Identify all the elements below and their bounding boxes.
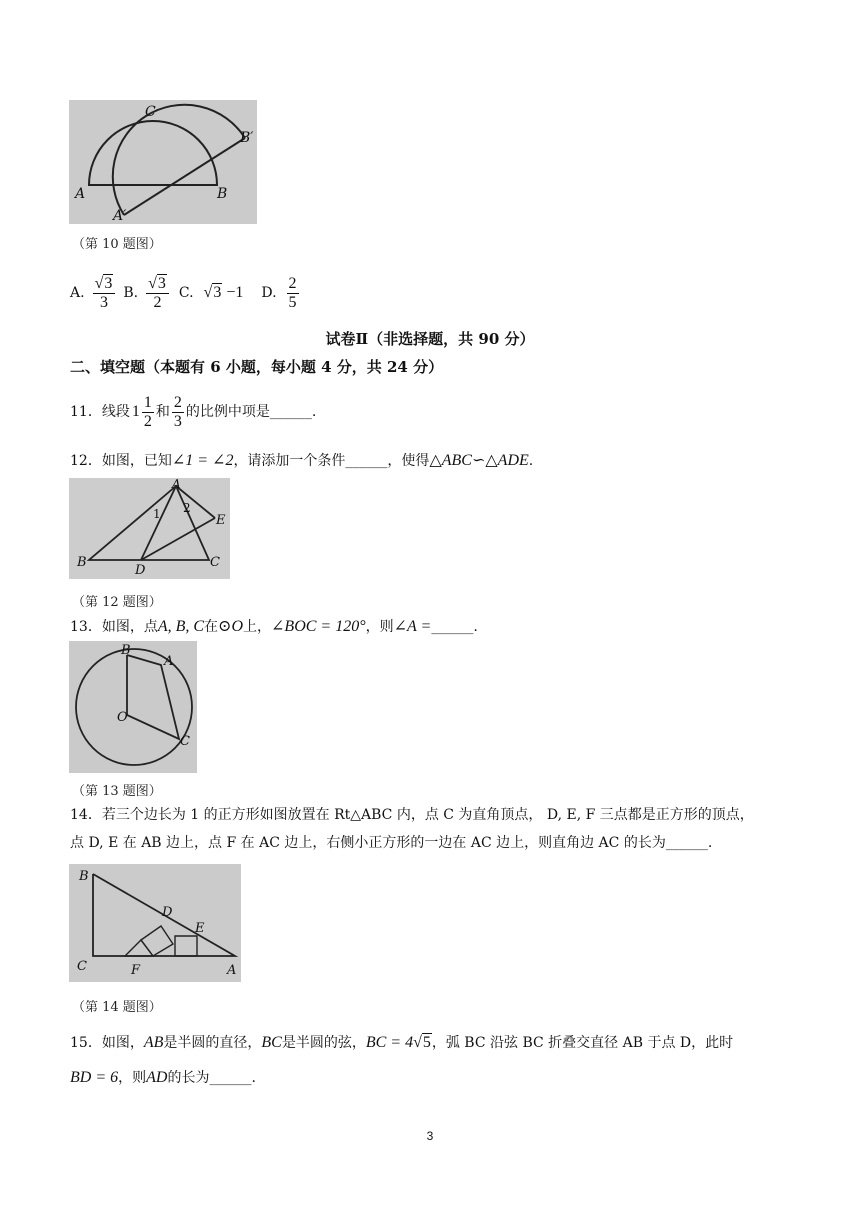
q12-math-b: △ABC∽△ADE bbox=[429, 452, 529, 469]
fig12-label-E: E bbox=[216, 513, 226, 528]
option-d-denominator: 5 bbox=[288, 293, 297, 311]
option-a-radicand: 3 bbox=[104, 274, 113, 292]
q12-text-c: . bbox=[528, 453, 534, 469]
q11-suffix: 的比例中项是______. bbox=[185, 404, 317, 420]
fig12-label-angle2: 2 bbox=[183, 501, 191, 515]
q13-math-c: ∠BOC = 120° bbox=[271, 618, 366, 635]
q11-whole: 1 bbox=[131, 403, 140, 420]
option-d-label: D. bbox=[261, 285, 277, 301]
option-d-fraction bbox=[287, 275, 299, 312]
figure-13-caption: （第 13 题图） bbox=[72, 784, 162, 799]
page-number: 3 bbox=[426, 1129, 434, 1143]
q12-math-a: ∠1 = ∠2 bbox=[171, 452, 234, 469]
question-15-line-2 bbox=[70, 1068, 256, 1088]
fig10-label-Aprime: A′ bbox=[113, 208, 127, 224]
figure-10-diagram bbox=[69, 100, 257, 224]
figure-14-diagram bbox=[69, 864, 241, 982]
option-a-denominator: 3 bbox=[99, 293, 108, 311]
q13-text-a: 13．如图，点 bbox=[70, 619, 158, 635]
figure-14-photo bbox=[69, 864, 241, 982]
fig13-label-B: B bbox=[121, 643, 131, 658]
fig12-label-C: C bbox=[210, 555, 220, 570]
q13-text-d: ，则 bbox=[365, 619, 394, 635]
fig12-label-A: A bbox=[172, 478, 181, 491]
q15-text-end: 的长为______. bbox=[167, 1070, 256, 1086]
option-a-fraction: $\frac{√3}{3}$ bbox=[93, 275, 116, 312]
fig12-label-D: D bbox=[135, 563, 146, 578]
question-14-line-1: 14．若三个边长为 1 的正方形如图放置在 Rt△ABC 内，点 C 为直角顶点， D, E, F 三点都是正方形的顶点， bbox=[70, 807, 754, 823]
figure-13-photo bbox=[69, 641, 197, 773]
option-c-radicand: 3 bbox=[213, 284, 222, 301]
q15-radicand: 5 bbox=[422, 1034, 431, 1051]
fig14-label-D: D bbox=[162, 905, 173, 920]
fig14-label-B: B bbox=[79, 869, 89, 884]
q11-fraction-1 bbox=[142, 394, 154, 431]
q15-text-e: 是半圆的弦， bbox=[281, 1035, 366, 1051]
q15-text-g: ，弧 BC 沿弦 BC 折叠交直径 AB 于点 D，此时 bbox=[431, 1035, 734, 1051]
q15-math-ad: AD bbox=[146, 1069, 168, 1086]
fig14-label-E: E bbox=[195, 921, 205, 936]
question-11 bbox=[70, 390, 316, 434]
fig13-label-A: A bbox=[164, 654, 174, 669]
q11-fraction-2 bbox=[172, 394, 184, 431]
figure-12-caption: （第 12 题图） bbox=[72, 595, 162, 610]
fig10-label-Bprime: B′ bbox=[240, 130, 254, 146]
section-2-title: 试卷Ⅱ（非选择题，共 90 分） bbox=[325, 330, 535, 348]
option-d-numerator: 2 bbox=[288, 274, 297, 292]
q13-math-b: ⊙O bbox=[218, 618, 244, 635]
q13-math-a: A, B, C bbox=[157, 618, 205, 635]
option-b-label: B. bbox=[123, 285, 139, 301]
q13-math-d: ∠A = bbox=[393, 618, 432, 635]
fig14-label-F: F bbox=[131, 963, 141, 978]
question-15-line-1: 15．如图，AB是半圆的直径，BC是半圆的弦，BC = 4√5，弧 BC 沿弦 BC 折叠交直径 AB 于点 D，此时 bbox=[70, 1034, 734, 1051]
q11-f2-numerator: 2 bbox=[173, 393, 182, 411]
question-13 bbox=[70, 617, 478, 637]
option-a-label: A. bbox=[70, 285, 85, 301]
q12-text-b: ，请添加一个条件______，使得 bbox=[233, 453, 430, 469]
fig13-label-C: C bbox=[180, 734, 190, 749]
option-c-label: C. bbox=[178, 285, 194, 301]
q13-text-e: ______. bbox=[431, 619, 478, 635]
figure-12-photo bbox=[69, 478, 230, 579]
option-c-rest: −1 bbox=[226, 284, 244, 301]
fig12-label-angle1: 1 bbox=[153, 507, 161, 521]
fig14-label-A: A bbox=[227, 963, 237, 978]
figure-10-caption: （第 10 题图） bbox=[72, 237, 162, 252]
q15-math-bd: BD = 6 bbox=[70, 1069, 119, 1086]
option-c-value: √3 −1 bbox=[203, 284, 244, 301]
q15-math-bc: BC bbox=[261, 1034, 282, 1051]
q11-f1-denominator: 2 bbox=[143, 412, 152, 430]
q11-prefix: 11．线段 bbox=[70, 404, 130, 420]
q15-math-bc-value: BC = 4 bbox=[365, 1034, 414, 1051]
fig10-label-A: A bbox=[75, 186, 86, 202]
question-12 bbox=[70, 451, 533, 471]
fig10-label-B: B bbox=[217, 186, 228, 202]
q13-text-c: 上， bbox=[243, 619, 272, 635]
question-14-line-2: 点 D, E 在 AB 边上，点 F 在 AC 边上，右侧小正方形的一边在 AC 边上，则直角边 AC 的长为______. bbox=[70, 835, 713, 851]
q11-mid: 和 bbox=[155, 404, 170, 420]
q11-f2-denominator: 3 bbox=[173, 412, 182, 430]
option-b-fraction: $\frac{√3}{2}$ bbox=[146, 275, 169, 312]
fig10-label-C: C bbox=[145, 104, 156, 120]
q11-f1-numerator: 1 bbox=[143, 393, 152, 411]
fig13-label-O: O bbox=[117, 710, 128, 725]
option-b-radicand: 3 bbox=[157, 274, 166, 292]
q15-text-c: 是半圆的直径， bbox=[163, 1035, 262, 1051]
q15-math-ab: AB bbox=[143, 1034, 164, 1051]
figure-10-photo bbox=[69, 100, 257, 224]
option-b-denominator: 2 bbox=[153, 293, 162, 311]
q12-text-a: 12．如图，已知 bbox=[70, 453, 172, 469]
fig12-label-B: B bbox=[77, 555, 87, 570]
figure-12-diagram bbox=[69, 478, 230, 579]
figure-13-diagram bbox=[69, 641, 197, 773]
figure-14-caption: （第 14 题图） bbox=[72, 1000, 162, 1015]
q10-options bbox=[70, 272, 301, 314]
q15-text-a: 15．如图， bbox=[70, 1035, 144, 1051]
fig14-label-C: C bbox=[77, 959, 87, 974]
q13-text-b: 在 bbox=[204, 619, 219, 635]
part-2-heading: 二、填空题（本题有 6 小题，每小题 4 分，共 24 分） bbox=[70, 358, 444, 376]
q15-text-then: ，则 bbox=[118, 1070, 147, 1086]
